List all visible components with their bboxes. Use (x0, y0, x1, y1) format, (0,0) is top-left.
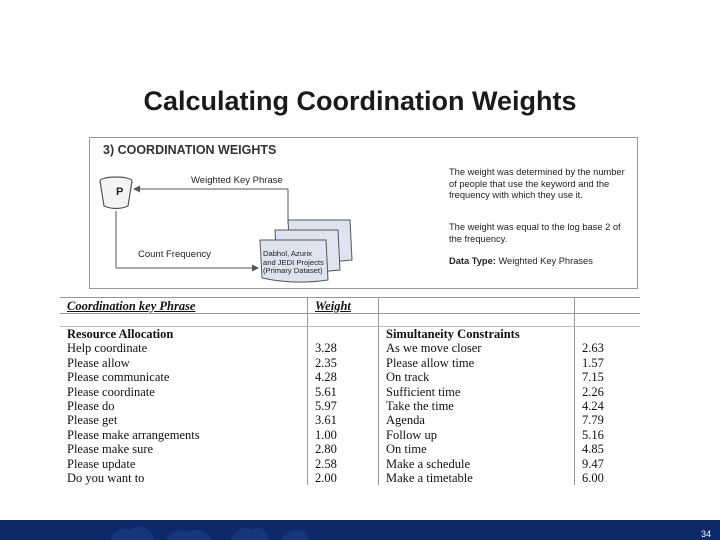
slide-title: Calculating Coordination Weights (143, 86, 577, 116)
phrase-cell: On track (379, 370, 575, 384)
weight-cell: 4.28 (308, 370, 379, 384)
phrase-cell: Please coordinate (60, 385, 308, 399)
phrase-cell: Please make arrangements (60, 428, 308, 442)
table-row (60, 356, 640, 370)
weight-cell: 7.79 (582, 413, 604, 428)
phrase-cell: On time (379, 442, 575, 456)
bucket-label: P (116, 186, 124, 198)
phrase-cell: Please allow (60, 356, 308, 370)
weight-definition-note: The weight was determined by the number of people that use the keyword and the frequency with which they use it. (449, 167, 625, 200)
weight-cell: 2.58 (308, 457, 379, 471)
weight-cell: 2.35 (308, 356, 379, 370)
phrase-cell: As we move closer (379, 341, 575, 355)
weight-cell: 3.28 (308, 341, 379, 355)
table-row (60, 399, 640, 413)
phrase-cell: Please get (60, 413, 308, 427)
count-frequency-arrow (116, 211, 259, 272)
weight-cell: 5.97 (308, 399, 379, 413)
table-row (60, 370, 640, 384)
weight-cell: 7.15 (582, 370, 604, 385)
weight-cell: 5.61 (308, 385, 379, 399)
phrase-cell: Agenda (379, 413, 575, 427)
weighted-key-phrase-label: Weighted Key Phrase (191, 175, 283, 186)
weight-cell: 2.63 (582, 341, 604, 356)
table-row (60, 442, 640, 456)
weight-column-header: Weight (315, 298, 351, 313)
table-row (60, 385, 640, 399)
weight-cell: 3.61 (308, 413, 379, 427)
primary-dataset-label: Dabhol, Azurix and JEDI Projects (Primary Dataset) (263, 249, 324, 276)
weight-cell: 1.57 (582, 355, 604, 370)
table-row (60, 471, 640, 485)
weight-cell: 2.80 (308, 442, 379, 456)
weight-cell: 9.47 (582, 456, 604, 471)
phrase-column-header: Coordination key Phrase (67, 298, 196, 313)
phrase-cell: Sufficient time (379, 385, 575, 399)
phrase-cell: Please allow time (379, 356, 575, 370)
resource-allocation-section: Resource Allocation (60, 327, 308, 342)
log-base-note: The weight was equal to the log base 2 of the frequency. (449, 222, 621, 244)
phrase-cell: Do you want to (60, 471, 308, 485)
phrase-cell: Help coordinate (60, 341, 308, 355)
phrase-cell: Please update (60, 457, 308, 471)
coordination-weights-diagram (89, 137, 638, 289)
data-type-note: Data Type: Weighted Key Phrases (449, 256, 593, 266)
phrase-cell: Follow up (379, 428, 575, 442)
simultaneity-constraints-section: Simultaneity Constraints (379, 327, 575, 342)
page-number: 34 (700, 529, 711, 539)
weight-cell: 1.00 (308, 428, 379, 442)
phrase-cell: Take the time (379, 399, 575, 413)
weight-cell: 2.00 (308, 471, 379, 485)
table-row (60, 428, 640, 442)
weight-cell: 5.16 (582, 427, 604, 442)
weight-cell: 4.24 (582, 399, 604, 414)
coordination-weights-table (60, 297, 640, 485)
table-row (60, 341, 640, 355)
phrase-cell: Please do (60, 399, 308, 413)
section-row (60, 327, 640, 342)
phrase-cell: Make a schedule (379, 457, 575, 471)
footer-watermark (0, 520, 720, 540)
count-frequency-label: Count Frequency (138, 249, 211, 260)
footer-band (0, 520, 720, 540)
weighted-key-phrase-arrow (133, 186, 288, 225)
phrase-cell: Please communicate (60, 370, 308, 384)
table-header-row (60, 298, 640, 314)
weight-cell: 4.85 (582, 442, 604, 457)
diagram-heading: 3) COORDINATION WEIGHTS (103, 143, 277, 157)
table-row (60, 413, 640, 427)
weight-cell: 6.00 (582, 471, 604, 485)
table-row (60, 457, 640, 471)
phrase-cell: Please make sure (60, 442, 308, 456)
phrase-cell: Make a timetable (379, 471, 575, 485)
weight-cell: 2.26 (582, 384, 604, 399)
